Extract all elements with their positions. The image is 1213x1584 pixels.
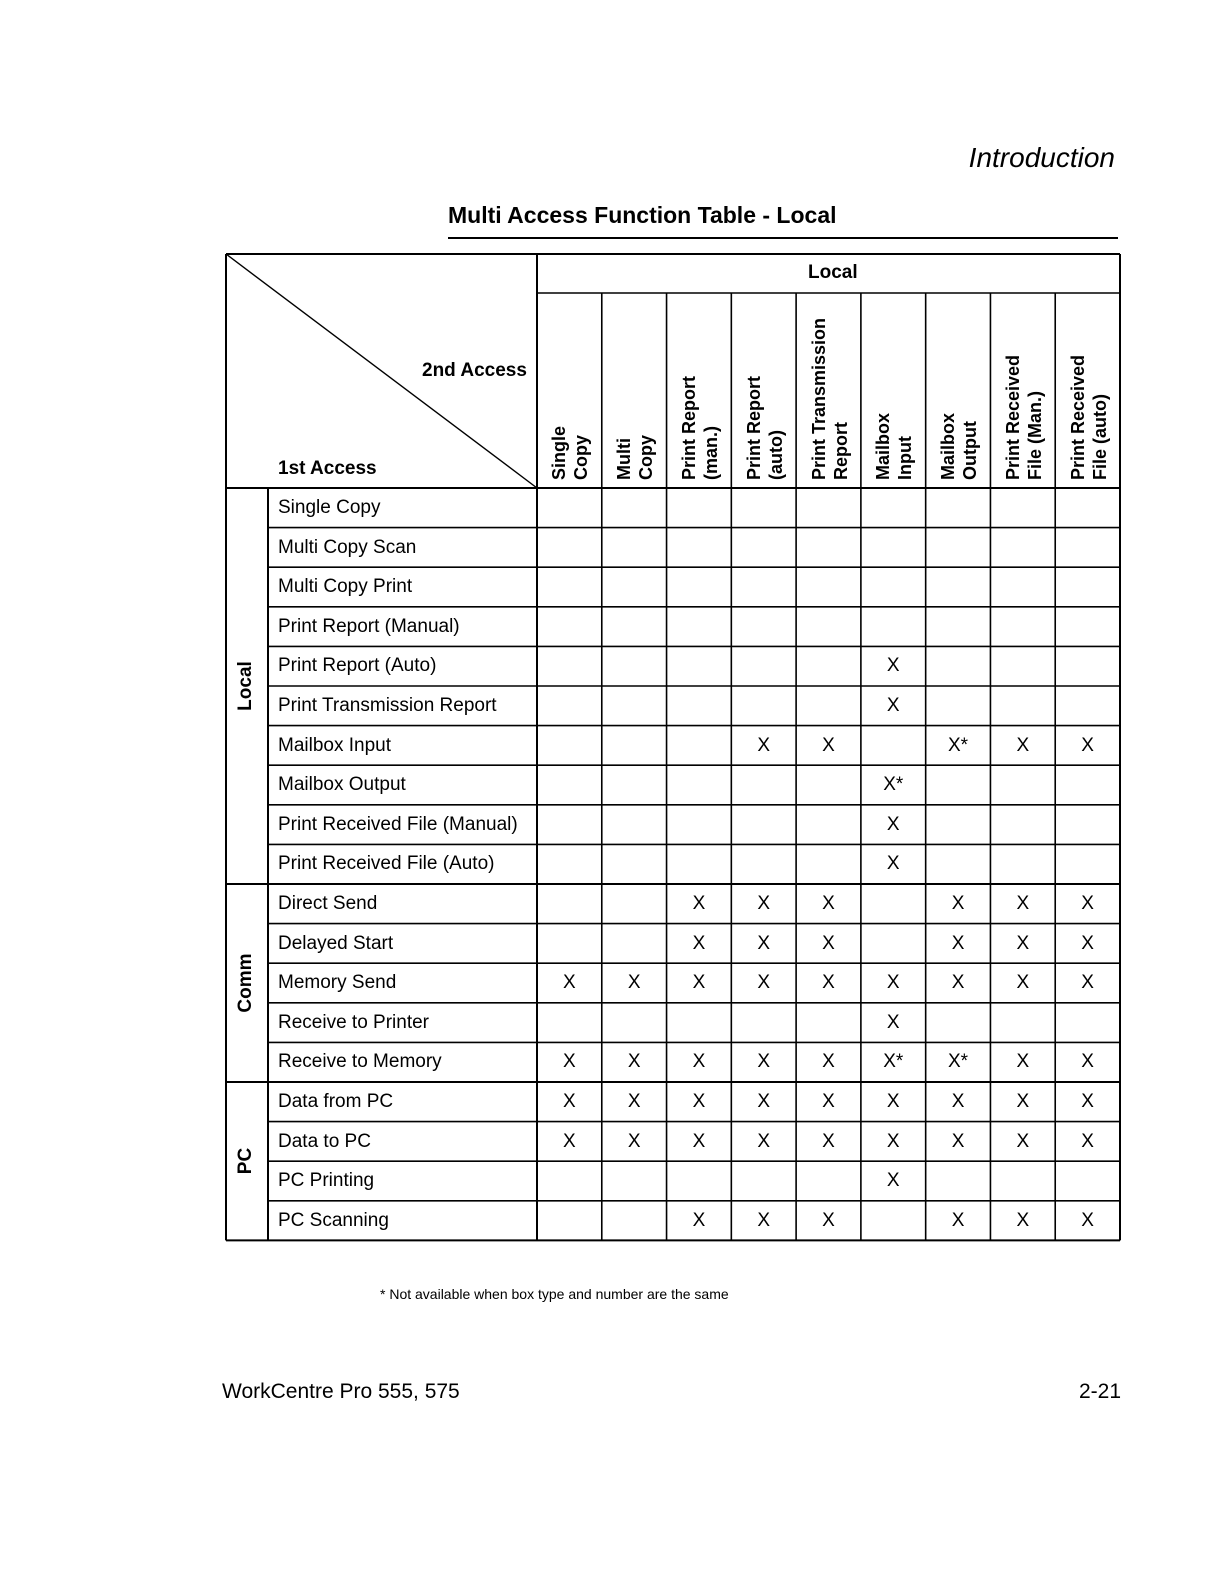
cell-mark: X	[1016, 1130, 1030, 1152]
row-group-label: PC	[235, 1147, 256, 1175]
row-label: Memory Send	[278, 972, 397, 994]
cell-mark: X	[1016, 972, 1030, 994]
cell-mark: X	[692, 1209, 706, 1231]
cell-mark: X	[951, 1130, 965, 1152]
row-label: Delayed Start	[278, 932, 394, 954]
cell-mark: X*	[883, 1051, 904, 1073]
cell-mark: X	[1081, 1130, 1094, 1152]
column-header-line: Print Received	[1002, 354, 1023, 480]
column-header-line: Input	[895, 436, 916, 480]
cell-mark: X	[627, 972, 641, 994]
cell-mark: X	[563, 1051, 576, 1073]
cell-mark: X	[1016, 1051, 1030, 1073]
cell-mark: X*	[948, 734, 969, 756]
cell-mark: X	[822, 1051, 835, 1073]
column-header-line: (man.)	[700, 426, 721, 480]
column-header-line: Print Report	[678, 375, 699, 480]
row-label: Data to PC	[278, 1130, 371, 1152]
cell-mark: X	[563, 1130, 576, 1152]
row-label: Mailbox Input	[278, 734, 392, 756]
section-header: Introduction	[968, 142, 1115, 173]
cell-mark: X*	[883, 774, 904, 796]
cell-mark: X	[822, 893, 835, 914]
row-label: Print Report (Auto)	[278, 655, 437, 677]
cell-mark: X	[951, 893, 965, 914]
cell-mark: X	[757, 1130, 771, 1152]
row-label: PC Printing	[278, 1170, 375, 1192]
footer-page-number: 2-21	[1078, 1380, 1121, 1403]
column-header-line: Multi	[614, 438, 635, 480]
row-label: Single Copy	[278, 497, 381, 518]
column-header	[677, 300, 723, 480]
column-header-line: (auto)	[765, 430, 786, 480]
cell-mark: X	[1081, 893, 1094, 914]
column-header-line: Copy	[636, 435, 657, 480]
row-label: Print Transmission Report	[278, 695, 497, 716]
cell-mark: X	[627, 1051, 641, 1073]
cell-mark: X	[757, 1091, 771, 1112]
row-group-label: Local	[235, 661, 256, 711]
row-group-label: Comm	[235, 953, 256, 1013]
row-label: Receive to Memory	[278, 1051, 442, 1073]
row-label: PC Scanning	[278, 1209, 389, 1231]
cell-mark: X	[757, 893, 771, 914]
cell-mark: X	[692, 893, 706, 914]
column-header	[807, 300, 853, 480]
cell-mark: X	[951, 972, 965, 994]
column-header-line: Mailbox	[938, 412, 959, 480]
cell-mark: X	[563, 1091, 576, 1112]
row-label: Multi Copy Scan	[278, 536, 417, 558]
cell-mark: X	[1016, 893, 1030, 914]
cell-mark: X	[627, 1091, 641, 1112]
cell-mark: X	[1081, 1091, 1094, 1112]
row-label: Print Received File (Manual)	[278, 813, 518, 835]
cell-mark: X	[757, 1209, 771, 1231]
column-header	[612, 300, 658, 480]
cell-mark: X	[822, 734, 835, 756]
cell-mark: X	[886, 813, 900, 835]
cell-mark: X	[822, 932, 835, 954]
column-header	[936, 300, 982, 480]
cell-mark: X	[757, 932, 771, 954]
table-title: Multi Access Function Table - Local	[448, 202, 837, 228]
cell-mark: X	[692, 932, 706, 954]
corner-second-access: 2nd Access	[422, 360, 527, 381]
cell-mark: X	[886, 655, 900, 677]
cell-mark: X	[1081, 972, 1094, 994]
cell-mark: X	[886, 1170, 900, 1192]
cell-mark: X	[886, 1091, 900, 1112]
row-label: Direct Send	[278, 893, 378, 914]
cell-mark: X	[822, 1091, 835, 1112]
cell-mark: X	[1081, 1051, 1094, 1073]
column-header-line: Print Received	[1067, 354, 1088, 480]
column-header-line: Single	[549, 425, 570, 480]
row-label: Print Report (Manual)	[278, 615, 460, 637]
cell-mark: X	[757, 734, 771, 756]
footer-product: WorkCentre Pro 555, 575	[222, 1380, 460, 1403]
corner-first-access: 1st Access	[278, 458, 377, 479]
row-label: Mailbox Output	[278, 774, 406, 796]
row-label: Receive to Printer	[278, 1011, 430, 1033]
cell-mark: X	[1016, 932, 1030, 954]
row-label: Data from PC	[278, 1091, 394, 1112]
column-header	[871, 300, 917, 480]
cell-mark: X	[951, 1209, 965, 1231]
column-header-line: Copy	[571, 435, 592, 480]
cell-mark: X	[1016, 1091, 1030, 1112]
cell-mark: X	[1081, 932, 1094, 954]
column-header-line: Print Transmission	[808, 317, 829, 480]
column-header	[1001, 300, 1047, 480]
cell-mark: X	[822, 972, 835, 994]
cell-mark: X	[886, 1011, 900, 1033]
cell-mark: X	[563, 972, 576, 994]
column-group-header: Local	[808, 262, 858, 283]
column-header	[742, 300, 788, 480]
column-header	[547, 300, 593, 480]
cell-mark: X	[822, 1209, 835, 1231]
cell-mark: X	[692, 1051, 706, 1073]
cell-mark: X	[886, 1130, 900, 1152]
cell-mark: X	[692, 1091, 706, 1112]
cell-mark: X	[886, 972, 900, 994]
column-header-line: Mailbox	[873, 412, 894, 480]
cell-mark: X	[1081, 734, 1094, 756]
row-label: Multi Copy Print	[278, 576, 413, 598]
cell-mark: X	[627, 1130, 641, 1152]
cell-mark: X	[1081, 1209, 1094, 1231]
cell-mark: X	[822, 1130, 835, 1152]
cell-mark: X	[757, 972, 771, 994]
column-header-line: File (Man.)	[1024, 391, 1045, 480]
cell-mark: X	[886, 853, 900, 875]
cell-mark: X	[692, 972, 706, 994]
column-header	[1066, 300, 1112, 480]
column-header-line: Output	[960, 421, 981, 480]
cell-mark: X	[951, 1091, 965, 1112]
column-header-line: Print Report	[743, 375, 764, 480]
cell-mark: X	[951, 932, 965, 954]
column-header-line: Report	[830, 422, 851, 480]
row-label: Print Received File (Auto)	[278, 853, 495, 875]
footnote: * Not available when box type and number are the same	[380, 1286, 729, 1302]
cell-mark: X*	[948, 1051, 969, 1073]
cell-mark: X	[692, 1130, 706, 1152]
cell-mark: X	[1016, 734, 1030, 756]
cell-mark: X	[886, 695, 900, 716]
column-header-line: File (auto)	[1089, 394, 1110, 480]
cell-mark: X	[1016, 1209, 1030, 1231]
cell-mark: X	[757, 1051, 771, 1073]
